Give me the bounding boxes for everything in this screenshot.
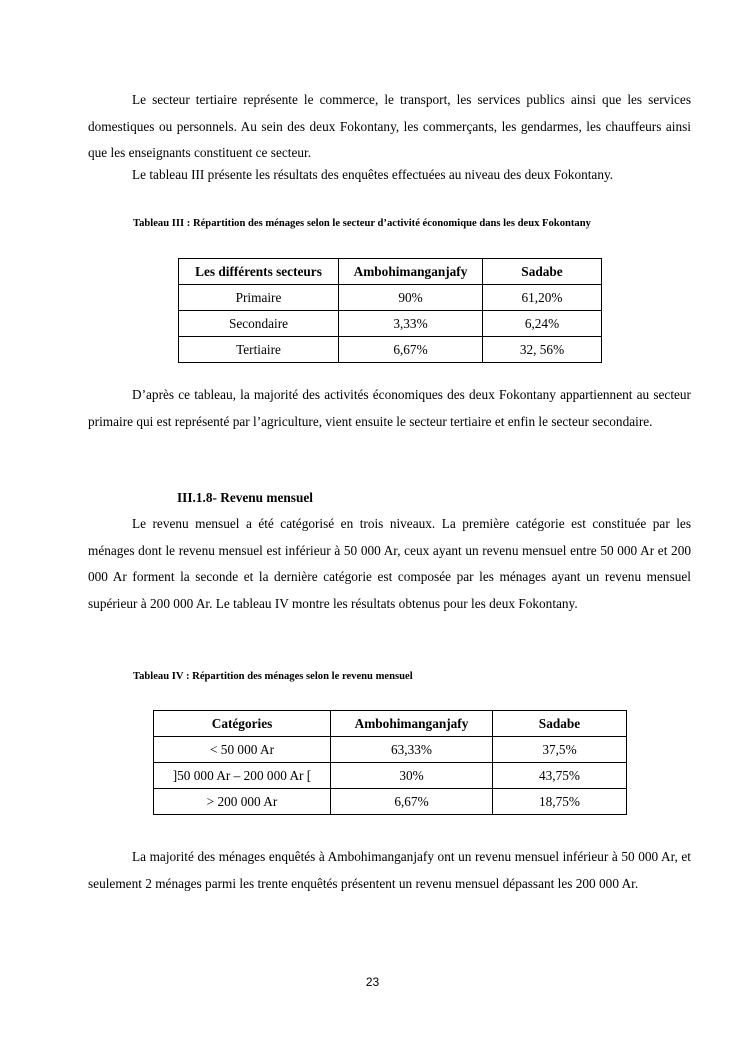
table-row	[154, 737, 627, 763]
table-cell: 30%	[331, 763, 493, 789]
table-cell: 18,75%	[493, 789, 627, 815]
table-cell: 63,33%	[331, 737, 493, 763]
table-cell: < 50 000 Ar	[154, 737, 331, 763]
table-row	[179, 311, 602, 337]
table-cell: 43,75%	[493, 763, 627, 789]
table-cell: Secondaire	[179, 311, 339, 337]
paragraph-table3-analysis: D’après ce tableau, la majorité des activités économiques des deux Fokontany appartiennent au secteur primaire qui est représenté par l’agriculture, vient ensuite le secteur tertiaire et enfin le secteur secondaire.	[88, 387, 691, 429]
table-cell: 6,24%	[483, 311, 602, 337]
table-row	[154, 763, 627, 789]
table4-header-cell: Catégories	[154, 711, 331, 737]
paragraph-table3-intro: Le tableau III présente les résultats des enquêtes effectuées au niveau des deux Fokontany.	[132, 167, 614, 182]
table-row	[179, 337, 602, 363]
page-number: 23	[365, 975, 380, 989]
table-cell: 3,33%	[339, 311, 483, 337]
table4-header-row	[154, 711, 627, 737]
table-cell: 6,67%	[331, 789, 493, 815]
table-cell: 6,67%	[339, 337, 483, 363]
table3-header-cell: Ambohimanganjafy	[339, 259, 483, 285]
table4	[153, 710, 627, 815]
table4-header-cell: Sadabe	[493, 711, 627, 737]
table-cell: 32, 56%	[483, 337, 602, 363]
table-cell: 61,20%	[483, 285, 602, 311]
section-heading: III.1.8- Revenu mensuel	[177, 490, 313, 505]
paragraph-tertiary-sector: Le secteur tertiaire représente le commerce, le transport, les services publics ainsi que les services domestiques ou personnels. Au sein des deux Fokontany, les commerçants, les gendarmes, les chauffeurs ainsi que les enseignants constituent ce secteur.	[88, 92, 691, 160]
table4-header-cell: Ambohimanganjafy	[331, 711, 493, 737]
table-cell: ]50 000 Ar – 200 000 Ar [	[154, 763, 331, 789]
table-cell: 37,5%	[493, 737, 627, 763]
table-cell: Primaire	[179, 285, 339, 311]
table3	[178, 258, 602, 363]
table3-caption: Tableau III : Répartition des ménages selon le secteur d’activité économique dans les deux Fokontany	[133, 218, 591, 229]
table-cell: Tertiaire	[179, 337, 339, 363]
paragraph-income-categories: Le revenu mensuel a été catégorisé en trois niveaux. La première catégorie est constituée par les ménages dont le revenu mensuel est inférieur à 50 000 Ar, ceux ayant un revenu mensuel entre 50 000 Ar et 200 000 Ar forment la seconde et la dernière catégorie est composée par les ménages ayant un revenu mensuel supérieur à 200 000 Ar. Le tableau IV montre les résultats obtenus pour les deux Fokontany.	[88, 516, 691, 611]
table3-header-cell: Sadabe	[483, 259, 602, 285]
table3-header-cell: Les différents secteurs	[179, 259, 339, 285]
paragraph-income-analysis: La majorité des ménages enquêtés à Ambohimanganjafy ont un revenu mensuel inférieur à 50 000 Ar, et seulement 2 ménages parmi les trente enquêtés présentent un revenu mensuel dépassant les 200 000 Ar.	[88, 849, 691, 891]
table3-header-row	[179, 259, 602, 285]
table4-caption: Tableau IV : Répartition des ménages selon le revenu mensuel	[133, 671, 413, 682]
table-row	[179, 285, 602, 311]
table-cell: > 200 000 Ar	[154, 789, 331, 815]
table-cell: 90%	[339, 285, 483, 311]
table-row	[154, 789, 627, 815]
